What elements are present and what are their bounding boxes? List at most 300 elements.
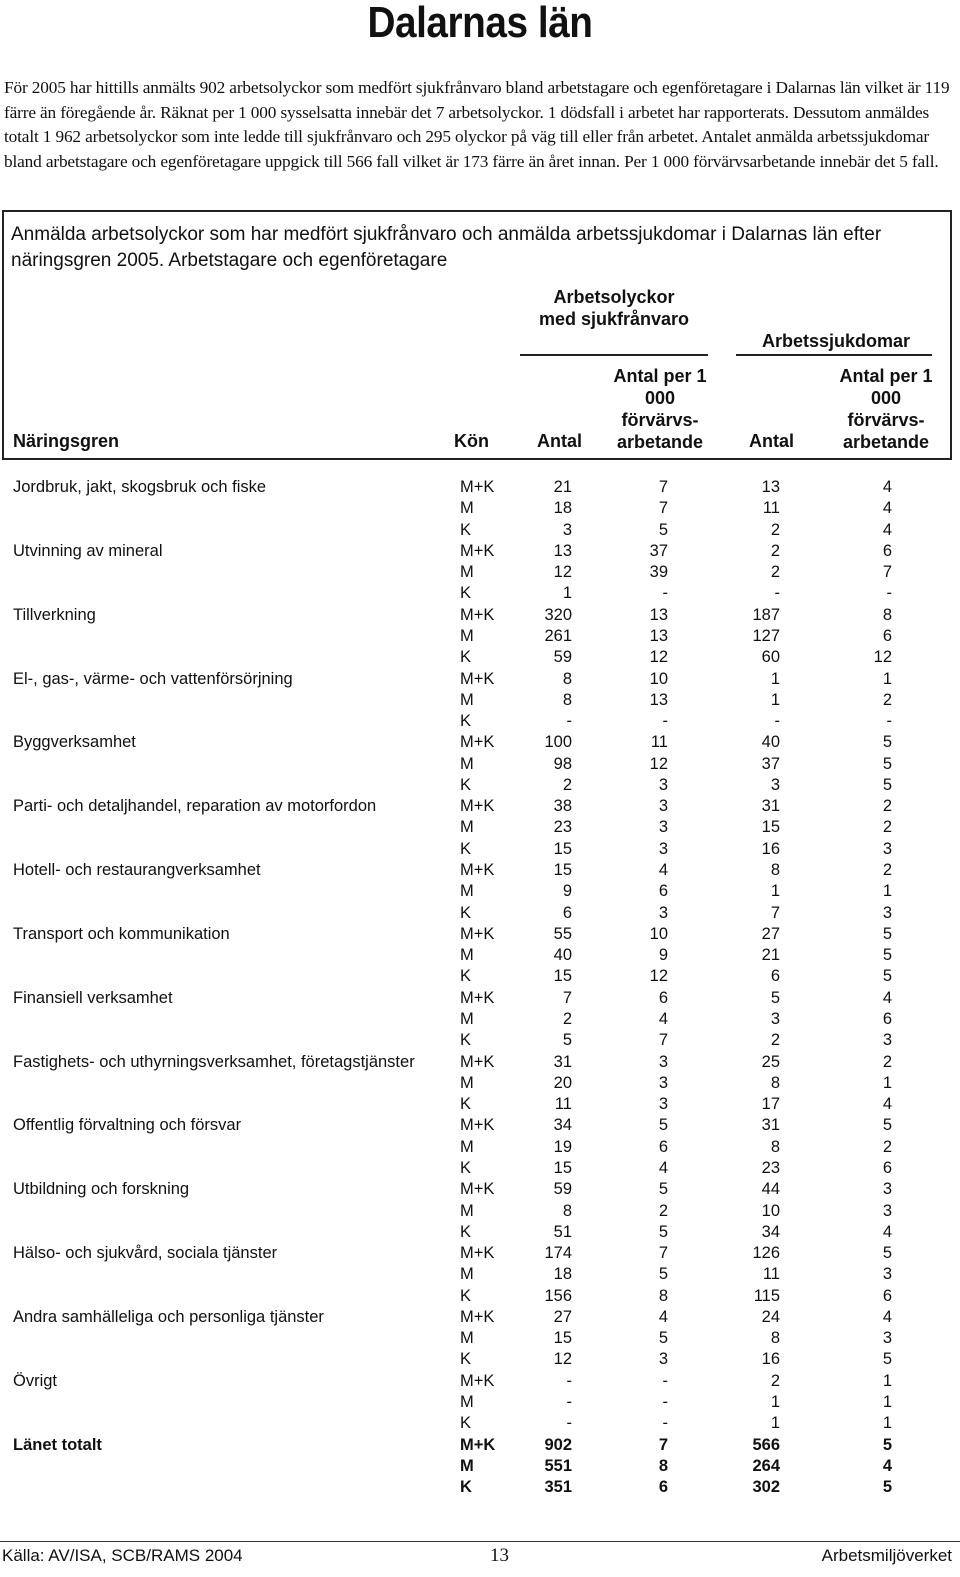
row-accidents-rate: 3 — [658, 1095, 668, 1114]
row-sex: M — [460, 1393, 474, 1412]
row-diseases-count: 8 — [770, 1137, 780, 1156]
row-accidents-rate: 3 — [658, 1350, 668, 1369]
row-accidents-count: 38 — [553, 797, 572, 816]
row-diseases-count: - — [774, 584, 780, 603]
row-accidents-rate: 7 — [658, 499, 668, 518]
row-accidents-count: 174 — [544, 1244, 572, 1263]
table-row — [0, 1477, 960, 1498]
row-sex: K — [460, 967, 472, 986]
table-row — [0, 1435, 960, 1456]
table-row — [0, 1222, 960, 1243]
row-diseases-rate: 6 — [882, 541, 892, 560]
row-sex: K — [460, 775, 472, 794]
row-sex: M+K — [460, 1052, 495, 1071]
row-diseases-rate: 5 — [882, 754, 892, 773]
page-title: Dalarnas län — [367, 0, 593, 47]
row-diseases-count: 11 — [762, 499, 780, 518]
row-sex: M+K — [460, 1307, 495, 1326]
row-sex: K — [460, 1222, 472, 1241]
row-sex: M — [460, 754, 474, 773]
row-sector: Transport och kommunikation — [13, 924, 230, 943]
col-header-count-diseases: Antal — [749, 431, 794, 451]
row-diseases-rate: 6 — [882, 1286, 892, 1305]
row-accidents-rate: 10 — [649, 924, 668, 943]
row-sex: M+K — [460, 605, 495, 624]
row-diseases-count: 6 — [770, 967, 780, 986]
row-accidents-rate: 4 — [658, 861, 668, 880]
row-sector: Jordbruk, jakt, skogsbruk och fiske — [13, 478, 267, 496]
row-diseases-count: 2 — [770, 541, 780, 560]
row-diseases-rate: 3 — [882, 839, 892, 858]
row-diseases-count: 2 — [770, 1031, 780, 1050]
row-accidents-count: 351 — [544, 1478, 572, 1497]
row-sex: M+K — [460, 541, 495, 560]
row-diseases-rate: 5 — [882, 946, 892, 965]
row-sex: K — [460, 520, 472, 539]
table-row — [0, 669, 960, 690]
row-sex: M+K — [460, 861, 495, 880]
col-header-sector: Näringsgren — [13, 431, 120, 451]
row-sex: K — [460, 903, 472, 922]
row-diseases-rate: 3 — [882, 1265, 892, 1284]
row-diseases-rate: 5 — [882, 967, 892, 986]
row-accidents-count: 12 — [553, 1350, 572, 1369]
table-row — [0, 817, 960, 838]
row-accidents-rate: 6 — [658, 1137, 668, 1156]
table-row — [0, 541, 960, 562]
row-diseases-rate: 6 — [882, 1158, 892, 1177]
row-accidents-count: 59 — [553, 648, 572, 667]
table-row — [0, 839, 960, 860]
row-diseases-rate: 4 — [882, 1222, 892, 1241]
row-diseases-count: 11 — [762, 1265, 780, 1284]
table-row — [0, 796, 960, 817]
table-row — [0, 605, 960, 626]
row-accidents-rate: 3 — [658, 797, 668, 816]
row-diseases-count: 17 — [761, 1095, 780, 1114]
row-diseases-rate: 2 — [882, 797, 892, 816]
table-row — [0, 903, 960, 924]
row-sector: Byggverksamhet — [13, 733, 136, 752]
row-diseases-count: 566 — [752, 1435, 780, 1454]
row-diseases-count: 24 — [761, 1307, 780, 1326]
row-diseases-rate: 6 — [882, 1010, 892, 1028]
row-accidents-rate: 5 — [658, 1265, 668, 1284]
row-accidents-rate: 2 — [658, 1201, 668, 1220]
row-diseases-rate: 2 — [882, 861, 892, 880]
row-accidents-count: 8 — [562, 690, 572, 709]
row-accidents-count: 100 — [544, 733, 572, 752]
table-row — [0, 1371, 960, 1392]
row-accidents-rate: 6 — [658, 882, 668, 901]
table-row — [0, 881, 960, 902]
row-sex: K — [460, 1158, 472, 1177]
table-row — [0, 1115, 960, 1136]
table-row — [0, 583, 960, 604]
row-sex: M+K — [460, 478, 495, 496]
row-diseases-rate: 5 — [882, 1435, 892, 1454]
row-diseases-rate: 1 — [882, 1371, 892, 1390]
row-diseases-rate: 3 — [882, 1031, 892, 1050]
row-accidents-rate: 3 — [658, 1052, 668, 1071]
row-accidents-count: 55 — [553, 924, 572, 943]
row-accidents-count: - — [566, 1393, 572, 1412]
row-sex: M — [460, 1329, 474, 1348]
row-sex: K — [460, 1095, 472, 1114]
table-row — [0, 1052, 960, 1073]
row-sector: Finansiell verksamhet — [13, 988, 173, 1007]
col-header-count-accidents: Antal — [537, 431, 582, 451]
row-sex: M — [460, 946, 474, 965]
row-accidents-count: 8 — [562, 1201, 572, 1220]
row-diseases-rate: 7 — [882, 563, 892, 582]
row-diseases-rate: 4 — [882, 520, 892, 539]
row-diseases-count: 127 — [752, 626, 780, 645]
row-sex: M+K — [460, 1180, 495, 1199]
row-sector: Utbildning och forskning — [13, 1180, 190, 1199]
row-sex: M+K — [460, 1371, 495, 1390]
row-accidents-rate: - — [662, 1371, 668, 1390]
row-accidents-count: 34 — [553, 1116, 572, 1135]
row-accidents-rate: 4 — [658, 1158, 668, 1177]
row-sex: M+K — [460, 1244, 495, 1263]
row-accidents-count: 2 — [562, 1010, 572, 1028]
row-diseases-count: 126 — [752, 1244, 780, 1263]
table-caption: Anmälda arbetsolyckor som har medfört sjukfrånvaro och anmälda arbetssjukdomar i Dalarnas län efter näringsgren 2005. Arbetstagare och egenföretagare — [11, 224, 882, 271]
row-accidents-rate: 37 — [649, 541, 668, 560]
row-sex: M — [460, 563, 474, 582]
row-diseases-rate: 3 — [882, 1329, 892, 1348]
row-diseases-rate: 5 — [882, 775, 892, 794]
row-accidents-rate: 5 — [658, 1180, 668, 1199]
group-header-accidents: Arbetsolyckor med sjukfrånvaro — [538, 287, 690, 329]
table-row — [0, 1073, 960, 1094]
row-accidents-count: 31 — [553, 1052, 572, 1071]
row-diseases-count: 21 — [761, 946, 780, 965]
row-diseases-rate: 2 — [882, 1137, 892, 1156]
row-sex: K — [460, 1286, 472, 1305]
row-sex: K — [460, 1478, 472, 1497]
table-row — [0, 1009, 960, 1030]
row-sex: K — [460, 1414, 472, 1433]
row-accidents-rate: 4 — [658, 1307, 668, 1326]
row-diseases-rate: 4 — [882, 1095, 892, 1114]
row-accidents-count: 2 — [562, 775, 572, 794]
row-diseases-count: 60 — [761, 648, 780, 667]
row-accidents-rate: - — [662, 1393, 668, 1412]
row-accidents-rate: 3 — [658, 818, 668, 837]
row-diseases-count: 37 — [761, 754, 780, 773]
col-header-rate-diseases: Antal per 1 000 förvärvs- arbetande — [839, 366, 933, 452]
row-accidents-count: 18 — [553, 1265, 572, 1284]
row-sex: K — [460, 1031, 472, 1050]
row-diseases-count: 23 — [761, 1158, 780, 1177]
row-diseases-rate: 6 — [882, 626, 892, 645]
row-sector: Fastighets- och uthyrningsverksamhet, företagstjänster — [13, 1052, 415, 1071]
row-diseases-count: 25 — [761, 1052, 780, 1071]
table-row — [0, 690, 960, 711]
row-accidents-count: 320 — [544, 605, 572, 624]
row-sex: M — [460, 626, 474, 645]
footer-source: Källa: AV/ISA, SCB/RAMS 2004 — [2, 1546, 243, 1565]
table-row — [0, 1286, 960, 1307]
table-row — [0, 860, 960, 881]
row-sex: M+K — [460, 1435, 496, 1454]
row-diseases-count: 115 — [753, 1286, 780, 1305]
row-diseases-count: 16 — [761, 1350, 780, 1369]
row-diseases-count: 40 — [761, 733, 780, 752]
table-row — [0, 1201, 960, 1222]
row-diseases-count: 302 — [752, 1478, 780, 1497]
row-accidents-count: 6 — [562, 903, 572, 922]
table-row — [0, 945, 960, 966]
row-accidents-rate: 7 — [658, 1031, 668, 1050]
row-diseases-rate: 5 — [882, 1478, 892, 1497]
row-diseases-rate: 1 — [882, 1073, 892, 1092]
col-header-rate-accidents: Antal per 1 000 förvärvs- arbetande — [613, 366, 707, 452]
row-diseases-rate: 4 — [882, 1307, 892, 1326]
row-accidents-count: 11 — [554, 1095, 572, 1114]
row-diseases-count: 8 — [770, 1073, 780, 1092]
row-accidents-rate: 8 — [658, 1456, 668, 1475]
row-sector: El-, gas-, värme- och vattenförsörjning — [13, 669, 293, 688]
row-diseases-rate: 1 — [882, 1414, 892, 1433]
row-sector: Hälso- och sjukvård, sociala tjänster — [13, 1244, 278, 1263]
row-accidents-rate: 3 — [658, 839, 668, 858]
row-sex: K — [460, 839, 472, 858]
table-row — [0, 966, 960, 987]
table-row — [0, 754, 960, 775]
row-accidents-rate: 11 — [650, 733, 668, 752]
row-accidents-count: 51 — [553, 1222, 572, 1241]
row-sex: K — [460, 584, 472, 603]
row-diseases-count: 31 — [761, 1116, 780, 1135]
table-row — [0, 1243, 960, 1264]
row-accidents-rate: 12 — [649, 754, 668, 773]
row-diseases-count: 187 — [752, 605, 780, 624]
row-diseases-rate: 4 — [882, 1456, 892, 1475]
row-accidents-rate: 7 — [658, 1435, 668, 1454]
row-accidents-count: - — [566, 712, 572, 731]
row-diseases-rate: 8 — [882, 605, 892, 624]
table-row — [0, 626, 960, 647]
row-accidents-count: 23 — [553, 818, 572, 837]
row-diseases-rate: 4 — [882, 478, 892, 496]
row-accidents-rate: 12 — [649, 967, 668, 986]
table-row — [0, 775, 960, 796]
row-accidents-count: 18 — [553, 499, 572, 518]
row-diseases-count: 3 — [770, 1010, 780, 1028]
row-accidents-count: 156 — [544, 1286, 572, 1305]
row-sex: M+K — [460, 669, 495, 688]
table-row — [0, 1328, 960, 1349]
row-diseases-rate: 3 — [882, 1180, 892, 1199]
row-diseases-count: 2 — [770, 520, 780, 539]
table-row — [0, 1307, 960, 1328]
group-header-diseases: Arbetssjukdomar — [761, 331, 911, 351]
row-sector: Övrigt — [13, 1371, 58, 1390]
row-diseases-count: 10 — [761, 1201, 780, 1220]
table-row — [0, 711, 960, 732]
table-row — [0, 1094, 960, 1115]
row-accidents-rate: 3 — [658, 775, 668, 794]
table-row — [0, 924, 960, 945]
row-accidents-rate: 7 — [658, 478, 668, 496]
row-accidents-count: 1 — [562, 584, 572, 603]
row-sex: K — [460, 712, 472, 731]
row-accidents-count: 12 — [553, 563, 572, 582]
row-accidents-count: 3 — [562, 520, 572, 539]
row-diseases-count: 5 — [770, 988, 780, 1007]
row-accidents-count: 902 — [544, 1435, 572, 1454]
row-accidents-count: 13 — [553, 541, 572, 560]
table-row — [0, 477, 960, 498]
table-row — [0, 1158, 960, 1179]
row-diseases-count: 13 — [761, 478, 780, 496]
row-accidents-rate: 3 — [658, 1073, 668, 1092]
row-diseases-count: 1 — [770, 669, 780, 688]
row-accidents-count: 551 — [544, 1456, 572, 1475]
table-row — [0, 988, 960, 1009]
group-underline-diseases — [736, 354, 932, 356]
row-accidents-rate: 5 — [658, 1222, 668, 1241]
row-accidents-count: 15 — [553, 967, 572, 986]
row-sex: M — [460, 1073, 474, 1092]
row-sex: M — [460, 1010, 474, 1028]
row-sex: M — [460, 818, 474, 837]
row-sex: M+K — [460, 733, 495, 752]
row-accidents-rate: 5 — [658, 1116, 668, 1135]
row-diseases-count: 8 — [770, 861, 780, 880]
row-diseases-rate: - — [886, 584, 892, 603]
row-sector: Andra samhälleliga och personliga tjänster — [13, 1307, 324, 1326]
row-sex: M+K — [460, 1116, 495, 1135]
table-row — [0, 732, 960, 753]
row-accidents-rate: 10 — [649, 669, 668, 688]
row-accidents-count: 59 — [553, 1180, 572, 1199]
row-diseases-count: 1 — [770, 1393, 780, 1412]
row-diseases-count: 31 — [761, 797, 780, 816]
table-row — [0, 520, 960, 541]
row-diseases-count: 264 — [752, 1456, 780, 1475]
row-sex: K — [460, 1350, 472, 1369]
row-accidents-rate: 8 — [658, 1286, 668, 1305]
row-diseases-count: 3 — [770, 775, 780, 794]
row-diseases-count: 27 — [761, 924, 780, 943]
row-diseases-rate: 1 — [882, 882, 892, 901]
row-sector: Hotell- och restaurangverksamhet — [13, 861, 261, 880]
table-row — [0, 1392, 960, 1413]
row-diseases-rate: 3 — [882, 903, 892, 922]
row-diseases-count: 1 — [770, 690, 780, 709]
footer-rule — [0, 1541, 960, 1542]
row-accidents-count: - — [566, 1414, 572, 1433]
row-sex: K — [460, 648, 472, 667]
row-diseases-rate: 1 — [882, 669, 892, 688]
row-sector: Utvinning av mineral — [13, 541, 163, 560]
row-accidents-count: - — [566, 1371, 572, 1390]
row-diseases-count: 7 — [770, 903, 780, 922]
table-row — [0, 1349, 960, 1370]
intro-paragraph: För 2005 har hittills anmälts 902 arbetsolyckor som medfört sjukfrånvaro bland arbetstagare och egenföretagare i Dalarnas län vilket är 119 färre än föregående år. Räknat per 1 000 sysselsatta innebär det 7 arbetsolyckor. 1 dödsfall i arbetet har rapporterats. Dessutom anmäldes totalt 1 962 arbetsolyckor som inte ledde till sjukfrånvaro och 295 olyckor på väg till eller från arbetet. Antalet anmälda arbetssjukdomar bland arbetstagare och egenföretagare uppgick till 566 fall vilket är 173 färre än året innan. Per 1 000 förvärvsarbetande innebär det 5 fall. — [4, 78, 950, 171]
row-accidents-count: 27 — [553, 1307, 572, 1326]
row-accidents-count: 98 — [553, 754, 572, 773]
row-sex: M — [460, 499, 474, 518]
row-accidents-count: 15 — [553, 1158, 572, 1177]
row-sex: M — [460, 690, 474, 709]
row-sector: Parti- och detaljhandel, reparation av motorfordon — [13, 797, 377, 816]
row-accidents-count: 40 — [553, 946, 572, 965]
row-sex: M — [460, 1137, 474, 1156]
row-sex: M — [460, 882, 474, 901]
row-diseases-rate: 12 — [873, 648, 892, 667]
row-diseases-rate: 2 — [882, 1052, 892, 1071]
footer-publisher: Arbetsmiljöverket — [821, 1546, 952, 1565]
row-diseases-count: 1 — [770, 1414, 780, 1433]
row-accidents-rate: - — [662, 1414, 668, 1433]
row-sex: M+K — [460, 988, 495, 1007]
row-accidents-rate: 39 — [649, 563, 668, 582]
group-underline-accidents — [520, 354, 708, 356]
page-number: 13 — [490, 1545, 509, 1566]
row-diseases-rate: 2 — [882, 818, 892, 837]
row-diseases-count: 44 — [761, 1180, 780, 1199]
row-accidents-count: 8 — [562, 669, 572, 688]
row-accidents-count: 9 — [562, 882, 572, 901]
row-diseases-count: 8 — [770, 1329, 780, 1348]
row-diseases-rate: 5 — [882, 1350, 892, 1369]
row-accidents-count: 5 — [562, 1031, 572, 1050]
row-diseases-count: 2 — [770, 563, 780, 582]
row-diseases-rate: 4 — [882, 499, 892, 518]
row-accidents-rate: - — [662, 584, 668, 603]
table-row — [0, 562, 960, 583]
row-accidents-rate: 13 — [649, 626, 668, 645]
row-sex: M+K — [460, 797, 495, 816]
table-row — [0, 1137, 960, 1158]
row-sex: M — [460, 1456, 474, 1475]
row-diseases-rate: 3 — [882, 1201, 892, 1220]
table-row — [0, 1179, 960, 1200]
col-header-sex: Kön — [454, 431, 489, 451]
row-accidents-rate: 6 — [658, 988, 668, 1007]
table-row — [0, 647, 960, 668]
row-diseases-count: 34 — [761, 1222, 780, 1241]
row-sex: M+K — [460, 924, 495, 943]
table-row — [0, 1030, 960, 1051]
row-diseases-count: - — [774, 712, 780, 731]
row-diseases-rate: - — [886, 712, 892, 731]
table-row — [0, 1456, 960, 1477]
row-accidents-rate: 5 — [658, 1329, 668, 1348]
table-row — [0, 498, 960, 519]
row-sex: M — [460, 1265, 474, 1284]
row-diseases-rate: 2 — [882, 690, 892, 709]
row-diseases-rate: 1 — [882, 1393, 892, 1412]
row-diseases-rate: 5 — [882, 1116, 892, 1135]
row-accidents-rate: 6 — [658, 1478, 668, 1497]
row-accidents-count: 261 — [544, 626, 572, 645]
row-diseases-count: 15 — [761, 818, 780, 837]
row-accidents-rate: 12 — [649, 648, 668, 667]
row-diseases-rate: 5 — [882, 924, 892, 943]
row-accidents-count: 21 — [553, 478, 572, 496]
row-sector: Offentlig förvaltning och försvar — [13, 1116, 242, 1135]
row-accidents-rate: 9 — [658, 946, 668, 965]
table-row — [0, 1264, 960, 1285]
row-accidents-rate: 3 — [658, 903, 668, 922]
row-diseases-rate: 5 — [882, 1244, 892, 1263]
